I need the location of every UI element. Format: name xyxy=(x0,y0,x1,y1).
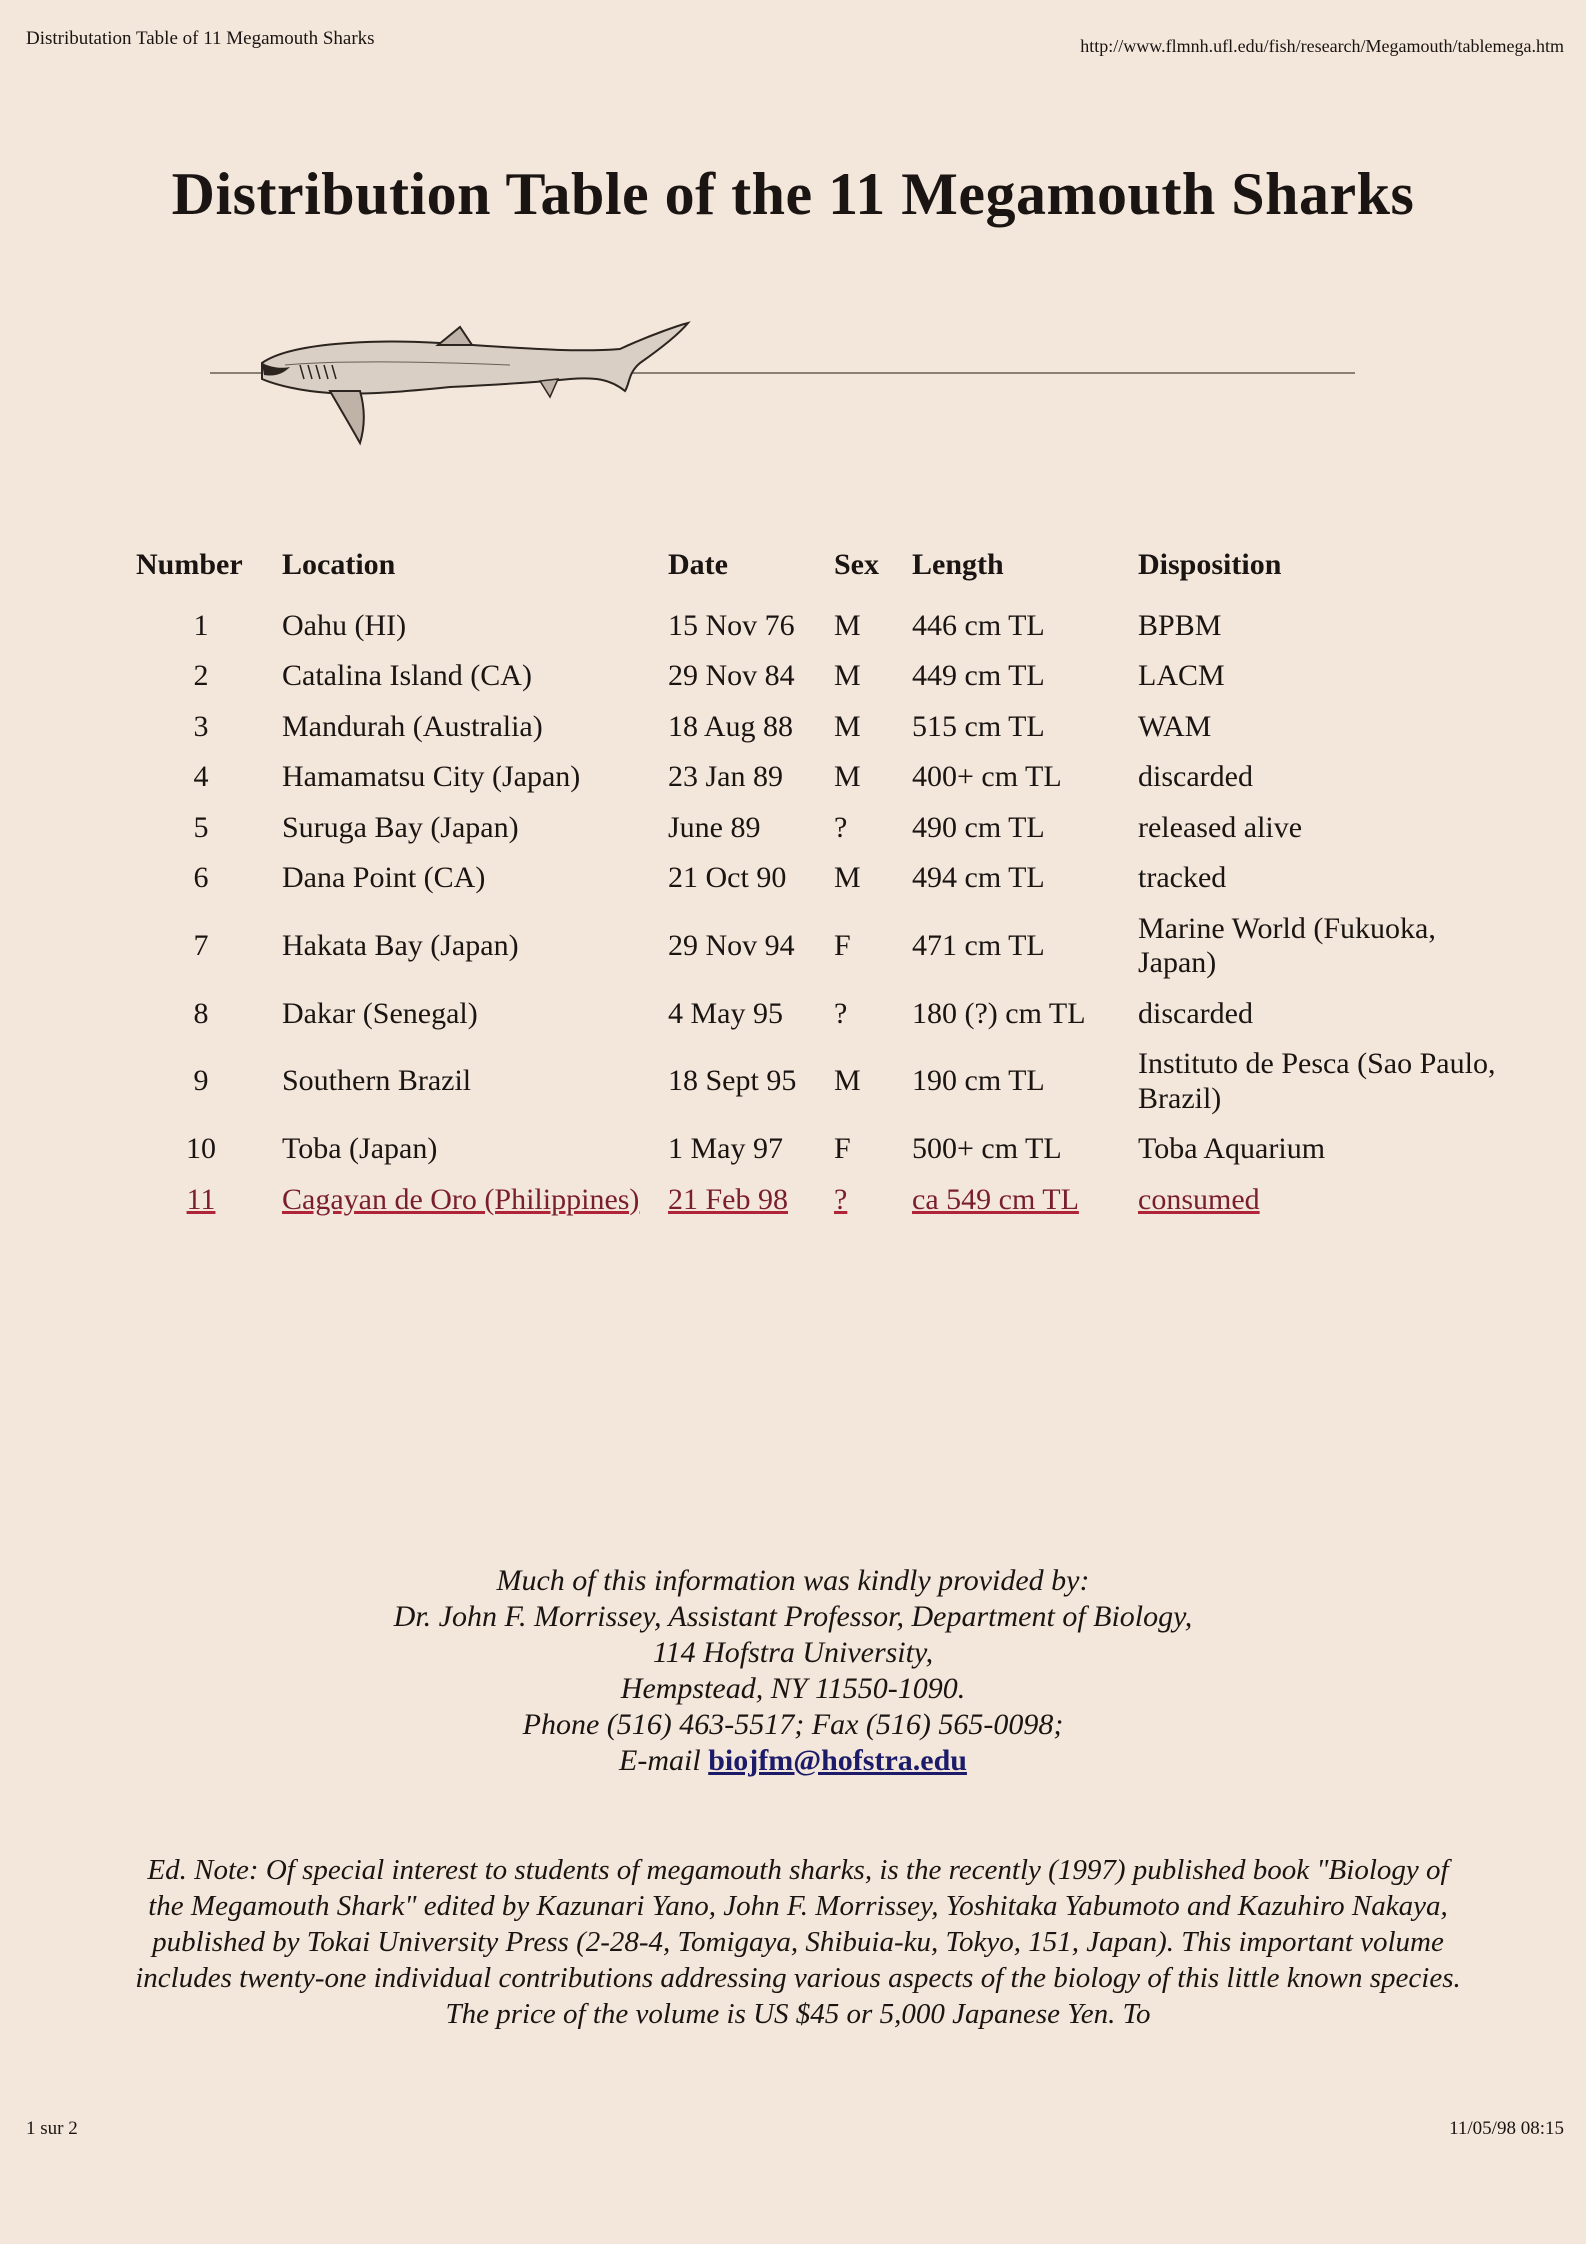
cell-sex: M xyxy=(834,709,861,743)
email-prefix: E-mail xyxy=(619,1744,701,1777)
cell-length: 500+ cm TL xyxy=(912,1132,1062,1165)
cell-disposition: BPBM xyxy=(1138,608,1222,642)
cell-disposition: Marine World (Fukuoka, Japan) xyxy=(1138,911,1436,979)
cell-location: Southern Brazil xyxy=(282,1064,472,1098)
cell-disposition: discarded xyxy=(1138,996,1253,1030)
cell-sex: M xyxy=(834,760,861,793)
megamouth-shark-icon xyxy=(210,305,1360,475)
cell-location: Dakar (Senegal) xyxy=(282,996,478,1030)
shark-illustration xyxy=(210,305,1360,475)
cell-sex: M xyxy=(834,1064,861,1098)
cell-date: 1 May 97 xyxy=(668,1132,783,1165)
print-header-url: http://www.flmnh.ufl.edu/fish/research/Megamouth/tablemega.htm xyxy=(1080,36,1564,56)
print-footer-datetime: 11/05/98 08:15 xyxy=(1449,2118,1564,2139)
col-header-number: Number xyxy=(136,548,243,581)
table-row xyxy=(128,601,1506,652)
table-row xyxy=(128,803,1506,854)
cell-number: 5 xyxy=(193,810,209,844)
row-11-disposition-link[interactable]: consumed xyxy=(1138,1182,1260,1216)
cell-date: 29 Nov 94 xyxy=(668,928,795,962)
row-11-number-link[interactable]: 11 xyxy=(186,1182,216,1216)
cell-disposition: Toba Aquarium xyxy=(1138,1132,1326,1165)
table-row xyxy=(128,651,1506,702)
cell-location: Hakata Bay (Japan) xyxy=(282,928,519,962)
cell-disposition[interactable] xyxy=(1130,1175,1506,1226)
cell-date: 18 Sept 95 xyxy=(668,1064,797,1098)
credits-block xyxy=(0,1563,1586,1779)
col-header-date: Date xyxy=(668,548,728,581)
cell-number: 1 xyxy=(193,608,209,642)
cell-date: 23 Jan 89 xyxy=(668,760,783,793)
cell-sex: ? xyxy=(834,996,848,1030)
cell-number: 3 xyxy=(193,709,209,743)
print-footer-page: 1 sur 2 xyxy=(26,2118,78,2139)
cell-length: 471 cm TL xyxy=(912,928,1045,962)
print-header-title: Distributation Table of 11 Megamouth Sharks xyxy=(26,28,375,49)
cell-date: 21 Oct 90 xyxy=(668,861,787,894)
credits-line: Hempstead, NY 11550-1090. xyxy=(620,1672,966,1705)
cell-number: 8 xyxy=(193,996,209,1030)
cell-date: June 89 xyxy=(668,810,761,844)
cell-disposition: Instituto de Pesca (Sao Paulo, Brazil) xyxy=(1138,1047,1496,1115)
cell-length: 190 cm TL xyxy=(912,1064,1045,1098)
col-header-length: Length xyxy=(912,548,1004,581)
col-header-sex: Sex xyxy=(834,548,879,581)
cell-sex: ? xyxy=(834,810,848,844)
cell-date: 18 Aug 88 xyxy=(668,709,794,743)
cell-number: 4 xyxy=(193,760,209,793)
row-11-length-link[interactable]: ca 549 cm TL xyxy=(912,1182,1079,1216)
cell-number: 10 xyxy=(186,1132,216,1165)
cell-disposition: LACM xyxy=(1138,659,1225,692)
cell-location: Catalina Island (CA) xyxy=(282,659,532,692)
cell-sex: F xyxy=(834,928,851,962)
cell-date: 15 Nov 76 xyxy=(668,608,795,642)
cell-number: 7 xyxy=(193,928,209,962)
cell-date: 29 Nov 84 xyxy=(668,659,795,692)
cell-length: 180 (?) cm TL xyxy=(912,996,1086,1030)
cell-location: Toba (Japan) xyxy=(282,1132,438,1165)
credits-line: Phone (516) 463-5517; Fax (516) 565-0098; xyxy=(522,1708,1064,1741)
cell-number[interactable] xyxy=(128,1175,274,1226)
cell-disposition: discarded xyxy=(1138,760,1253,793)
table-row xyxy=(128,702,1506,753)
page-title: Distribution Table of the 11 Megamouth Sharks xyxy=(171,161,1415,227)
cell-length: 400+ cm TL xyxy=(912,760,1062,793)
cell-number: 2 xyxy=(193,659,209,692)
table-row xyxy=(128,989,1506,1040)
table-row-linked[interactable] xyxy=(128,1175,1506,1226)
cell-sex: M xyxy=(834,608,861,642)
table-row xyxy=(128,1124,1506,1175)
cell-length[interactable] xyxy=(904,1175,1130,1226)
table-row xyxy=(128,752,1506,803)
row-11-date-link[interactable]: 21 Feb 98 xyxy=(668,1182,788,1216)
cell-length: 446 cm TL xyxy=(912,608,1045,642)
cell-length: 494 cm TL xyxy=(912,861,1045,894)
cell-length: 515 cm TL xyxy=(912,709,1045,743)
distribution-table xyxy=(128,540,1506,1225)
cell-disposition: WAM xyxy=(1138,709,1212,743)
cell-location: Dana Point (CA) xyxy=(282,861,486,894)
col-header-location: Location xyxy=(282,548,396,581)
row-11-location-link[interactable]: Cagayan de Oro (Philippines) xyxy=(282,1182,640,1216)
cell-disposition: released alive xyxy=(1138,810,1303,844)
cell-disposition: tracked xyxy=(1138,861,1227,894)
credits-line: Dr. John F. Morrissey, Assistant Professor, Department of Biology, xyxy=(393,1600,1193,1633)
cell-date[interactable] xyxy=(660,1175,826,1226)
table-row xyxy=(128,853,1506,904)
credits-line: 114 Hofstra University, xyxy=(652,1636,934,1669)
cell-location: Mandurah (Australia) xyxy=(282,709,543,743)
credits-line: Much of this information was kindly provided by: xyxy=(496,1564,1090,1597)
cell-number: 6 xyxy=(193,861,209,894)
row-11-sex-link[interactable]: ? xyxy=(834,1182,848,1216)
cell-length: 490 cm TL xyxy=(912,810,1045,844)
cell-date: 4 May 95 xyxy=(668,996,783,1030)
col-header-disposition: Disposition xyxy=(1138,548,1282,581)
table-row xyxy=(128,1039,1506,1124)
table-row xyxy=(128,904,1506,989)
cell-sex: M xyxy=(834,861,861,894)
credits-email-line xyxy=(0,1743,1586,1779)
cell-number: 9 xyxy=(193,1064,209,1098)
email-link[interactable]: biojfm@hofstra.edu xyxy=(708,1744,967,1777)
cell-length: 449 cm TL xyxy=(912,659,1045,692)
editor-note: Ed. Note: Of special interest to students of megamouth sharks, is the recently (1997) published book "Biology of the Megamouth Shark" edited by Kazunari Yano, John F. Morrissey, Yoshitaka Yabumoto and Kazuhiro Nakaya, published by Tokai University Press (2-28-4, Tomigaya, Shibuia-ku, Tokyo, 151, Japan). This important volume includes twenty-one individual contributions addressing various aspects of the biology of this little known species. The price of the volume is US $45 or 5,000 Japanese Yen. To xyxy=(135,1854,1461,2030)
cell-location: Suruga Bay (Japan) xyxy=(282,810,519,844)
cell-sex[interactable] xyxy=(826,1175,904,1226)
cell-sex: M xyxy=(834,659,861,692)
cell-location[interactable] xyxy=(274,1175,660,1226)
cell-location: Oahu (HI) xyxy=(282,608,407,642)
table-header-row xyxy=(128,540,1506,601)
cell-location: Hamamatsu City (Japan) xyxy=(282,760,581,793)
cell-sex: F xyxy=(834,1132,851,1165)
